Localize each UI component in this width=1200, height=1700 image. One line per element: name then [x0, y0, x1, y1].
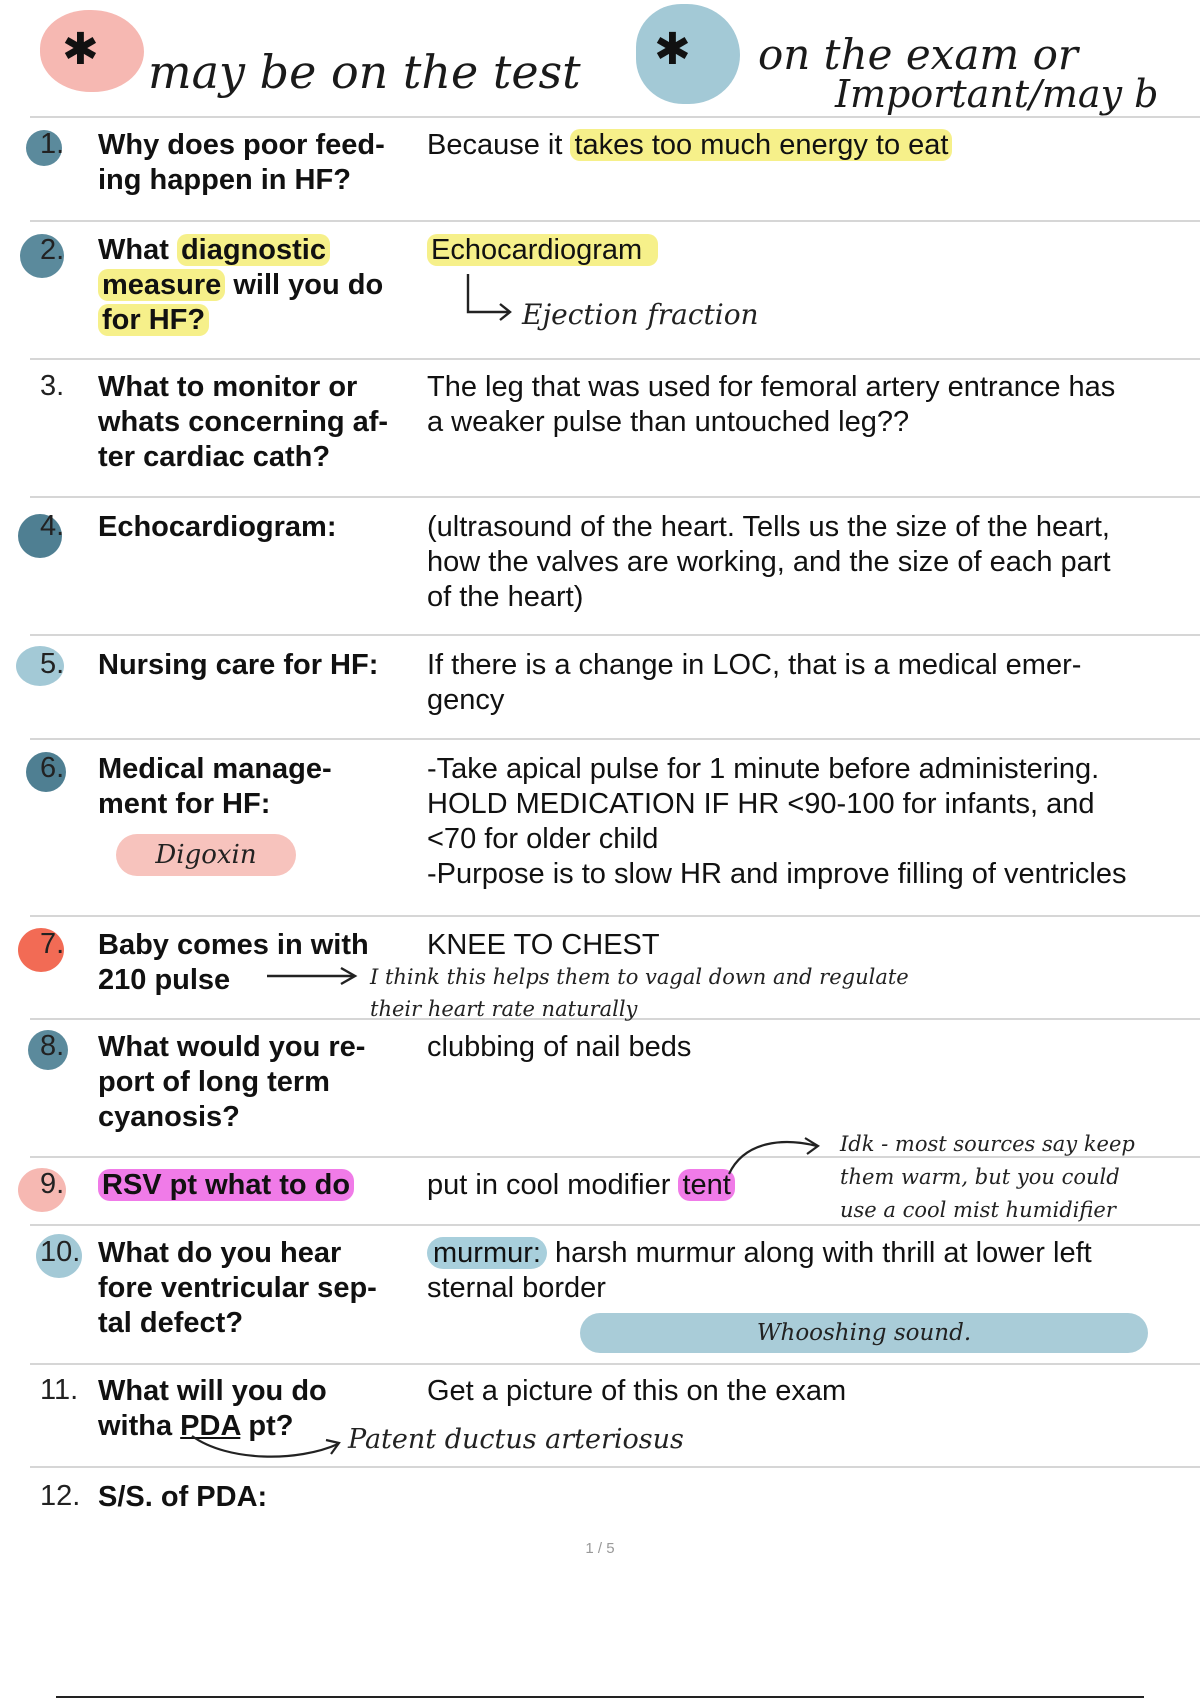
note-line: I think this helps them to vagal down and regulate: [370, 965, 909, 989]
question-text: will you do: [225, 269, 384, 301]
question-line: Echocardiogram:: [98, 511, 337, 543]
question-line: ing happen in HF?: [98, 164, 351, 196]
legend-pink-text: may be on the test: [148, 45, 581, 99]
answer-text: Because it: [427, 129, 571, 161]
note-line: them warm, but you could: [840, 1165, 1120, 1189]
answer-11: [427, 1374, 1197, 1409]
question-line: ter cardiac cath?: [98, 441, 331, 473]
question-line: cyanosis?: [98, 1101, 240, 1133]
answer-line: KNEE TO CHEST: [427, 929, 660, 961]
question-line: whats concerning af-: [98, 406, 389, 438]
item-number: 3.: [40, 370, 65, 402]
item-number: 6.: [40, 752, 65, 784]
answer-line: If there is a change in LOC, that is a medical emer-: [427, 649, 1082, 681]
question-12: [98, 1480, 418, 1515]
answer-line: gency: [427, 684, 505, 716]
item-number: 8.: [40, 1030, 65, 1062]
question-10: [98, 1236, 428, 1341]
question-line: Baby comes in with: [98, 929, 369, 961]
divider: [30, 220, 1200, 222]
bottom-rule: [56, 1696, 1144, 1698]
handwritten-note: [840, 1128, 1135, 1227]
answer-line: <70 for older child: [427, 823, 659, 855]
answer-10: [427, 1236, 1197, 1306]
question-highlight: measure: [98, 269, 225, 301]
answer-line: how the valves are working, and the size of each part: [427, 546, 1111, 578]
question-line: Medical manage-: [98, 753, 332, 785]
item-number: 11.: [40, 1374, 79, 1406]
question-text: pt?: [240, 1410, 294, 1442]
question-line: fore ventricular sep-: [98, 1272, 377, 1304]
item-number: 7.: [40, 928, 65, 960]
handwritten-note: Ejection fraction: [522, 298, 759, 331]
curved-arrow-icon: [188, 1432, 348, 1462]
answer-text: harsh murmur along with thrill at lower left: [546, 1237, 1092, 1269]
question-highlight: diagnostic: [177, 234, 330, 266]
question-4: [98, 510, 418, 545]
item-number: 10.: [40, 1236, 81, 1268]
answer-highlight: takes too much energy to eat: [570, 129, 952, 161]
star-icon: ✱: [62, 24, 99, 75]
question-3: [98, 370, 418, 475]
question-5: [98, 648, 428, 683]
answer-3: [427, 370, 1197, 440]
tag-label: Whooshing sound.: [756, 1320, 972, 1346]
question-highlight: RSV pt what to do: [98, 1169, 354, 1201]
divider: [30, 358, 1200, 360]
answer-line: -Take apical pulse for 1 minute before administering.: [427, 753, 1100, 785]
divider: [30, 496, 1200, 498]
question-line: ment for HF:: [98, 788, 271, 820]
curved-arrow-icon: [725, 1134, 825, 1178]
question-1: [98, 128, 418, 198]
answer-line: (ultrasound of the heart. Tells us the size of the heart,: [427, 511, 1110, 543]
answer-8: [427, 1030, 1197, 1065]
question-text: What: [98, 234, 177, 266]
answer-7: [427, 928, 1197, 963]
divider: [30, 1363, 1200, 1365]
note-line: Idk - most sources say keep: [840, 1132, 1135, 1156]
handwritten-note: Patent ductus arteriosus: [348, 1424, 684, 1455]
question-9: [98, 1168, 418, 1203]
answer-line: sternal border: [427, 1272, 606, 1304]
arrow-icon: [265, 964, 359, 988]
item-number: 4.: [40, 510, 65, 542]
answer-2: [427, 233, 1197, 268]
legend-blue-text-line2: Important/may b: [835, 72, 1159, 116]
divider: [30, 915, 1200, 917]
answer-line: clubbing of nail beds: [427, 1031, 692, 1063]
whooshing-sound-tag: [580, 1313, 1148, 1353]
answer-line: a weaker pulse than untouched leg??: [427, 406, 910, 438]
question-text: witha: [98, 1410, 181, 1442]
note-line: their heart rate naturally: [370, 997, 638, 1021]
digoxin-tag: [116, 834, 296, 876]
question-line: What would you re-: [98, 1031, 366, 1063]
question-6: [98, 752, 418, 822]
answer-line: of the heart): [427, 581, 584, 613]
question-line: tal defect?: [98, 1307, 244, 1339]
page-indicator: 1 / 5: [585, 1540, 615, 1557]
item-number: 1.: [40, 128, 65, 160]
divider: [30, 1466, 1200, 1468]
question-line: Nursing care for HF:: [98, 649, 379, 681]
answer-line: -Purpose is to slow HR and improve filling of ventricles: [427, 858, 1127, 890]
answer-line: Get a picture of this on the exam: [427, 1375, 847, 1407]
handwritten-note: [370, 961, 909, 1025]
answer-highlight: tent: [678, 1169, 734, 1201]
question-2: [98, 233, 418, 338]
question-line: port of long term: [98, 1066, 330, 1098]
question-line: Why does poor feed-: [98, 129, 385, 161]
question-underlined: PDA: [180, 1410, 241, 1442]
answer-4: [427, 510, 1197, 615]
question-line: S/S. of PDA:: [98, 1481, 268, 1513]
legend-blue-text-line1: on the exam or: [758, 30, 1078, 79]
arrow-icon: [462, 272, 514, 332]
answer-6: [427, 752, 1197, 892]
item-number: 5.: [40, 648, 65, 680]
question-line: What will you do: [98, 1375, 327, 1407]
divider: [30, 634, 1200, 636]
star-icon: ✱: [654, 24, 691, 75]
item-number: 2.: [40, 234, 65, 266]
item-number: 12.: [40, 1480, 81, 1512]
divider: [30, 116, 1200, 118]
answer-1: [427, 128, 1197, 163]
answer-highlight: Echocardiogram: [427, 234, 658, 266]
question-line: What do you hear: [98, 1237, 342, 1269]
divider: [30, 738, 1200, 740]
item-number: 9.: [40, 1168, 65, 1200]
question-line: What to monitor or: [98, 371, 358, 403]
answer-text: put in cool modifier: [427, 1169, 679, 1201]
question-line: 210 pulse: [98, 964, 231, 996]
answer-line: The leg that was used for femoral artery entrance has: [427, 371, 1116, 403]
tag-label: Digoxin: [155, 840, 257, 870]
answer-line: HOLD MEDICATION IF HR <90-100 for infants, and: [427, 788, 1095, 820]
answer-5: [427, 648, 1197, 718]
answer-highlight: murmur:: [427, 1237, 547, 1269]
note-line: use a cool mist humidifier: [840, 1198, 1116, 1222]
question-highlight: for HF?: [98, 304, 209, 336]
question-8: [98, 1030, 418, 1135]
